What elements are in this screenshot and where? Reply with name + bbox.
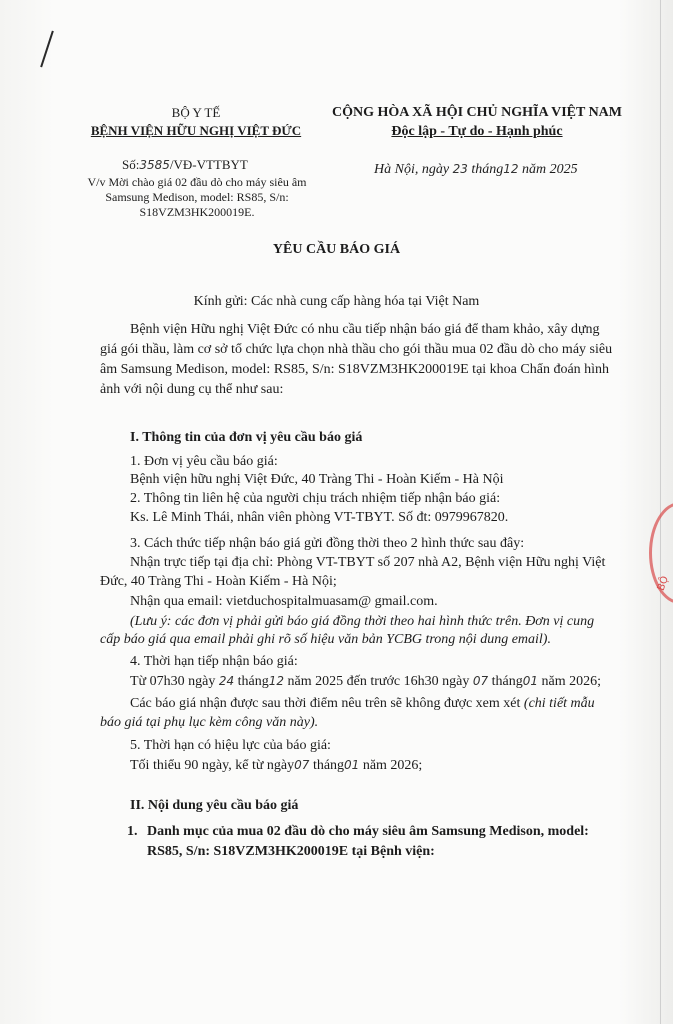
date-prefix: Hà Nội, ngày	[374, 162, 450, 177]
doc-number-suffix: /VĐ-VTTBYT	[169, 157, 248, 172]
section-2-item-1-line-1: Danh mục của mua 02 đầu dò cho máy siêu âm Samsung Medison, model:	[147, 824, 589, 839]
late-quotes-line-2: báo giá tại phụ lục kèm công văn này).	[100, 715, 319, 730]
section-2-heading: II. Nội dung yêu cầu báo giá	[130, 798, 299, 813]
intro-line-1: Bệnh viện Hữu nghị Việt Đức có nhu cầu tiếp nhận báo giá để tham khảo, xây dựng	[130, 322, 600, 337]
period-start-text: Từ 07h30 ngày	[130, 674, 216, 689]
stamp-text: BỘ	[655, 574, 672, 593]
item-3-direct-line-2: Đức, 40 Tràng Thi - Hoàn Kiếm - Hà Nội;	[100, 574, 337, 589]
period-end-year: năm 2026;	[541, 674, 601, 689]
period-end-text: năm 2025 đến trước 16h30 ngày	[287, 674, 470, 689]
date-month-label: tháng	[471, 162, 504, 177]
validity-month-label: tháng	[312, 758, 345, 773]
subject-line-3: S18VZM3HK200019E.	[139, 205, 255, 219]
intro-line-2: giá gói thầu, làm cơ sở tổ chức lựa chọn nhà thầu cho gói thầu mua 02 đầu dò cho máy siêu	[100, 342, 613, 357]
item-1-label: 1. Đơn vị yêu cầu báo giá:	[130, 454, 278, 469]
subject-line-1: V/v Mời chào giá 02 đầu dò cho máy siêu âm	[87, 175, 307, 189]
late-quotes-line-1	[130, 696, 595, 712]
national-motto: Độc lập - Tự do - Hạnh phúc	[391, 124, 563, 139]
item-4-label: 4. Thời hạn tiếp nhận báo giá:	[130, 654, 298, 669]
item-3-note-line-2: cấp báo giá qua email phải ghi rõ số hiệu văn bản YCBG trong nội dung email).	[100, 632, 551, 647]
date-day: 23	[452, 162, 468, 176]
period-start-month: 12	[268, 674, 285, 688]
nation-name: CỘNG HÒA XÃ HỘI CHỦ NGHĨA VIỆT NAM	[331, 105, 622, 120]
validity-text: Tối thiểu 90 ngày, kể từ ngày	[130, 758, 295, 773]
intro-line-4: ảnh với nội dung cụ thể như sau:	[100, 382, 284, 397]
validity-day: 07	[294, 758, 310, 772]
item-5-validity	[130, 758, 422, 774]
item-3-email: Nhận qua email: vietduchospitalmuasam@ gmail.com.	[130, 594, 438, 609]
subject-line-2: Samsung Medison, model: RS85, S/n:	[105, 190, 289, 204]
doc-number-handwritten: 3585	[139, 158, 170, 172]
validity-month: 01	[344, 758, 360, 772]
document-title: YÊU CẦU BÁO GIÁ	[272, 242, 401, 257]
period-start-month-label: tháng	[237, 674, 269, 689]
item-3-label: 3. Cách thức tiếp nhận báo giá gửi đồng thời theo 2 hình thức sau đây:	[130, 536, 525, 551]
section-2-item-1-line-2: RS85, S/n: S18VZM3HK200019E tại Bệnh viện:	[147, 844, 435, 859]
document-number	[122, 157, 248, 173]
hospital-name: BỆNH VIỆN HỮU NGHỊ VIỆT ĐỨC	[90, 123, 302, 138]
section-2-item-1-number: 1.	[127, 824, 138, 839]
section-1-heading: I. Thông tin của đơn vị yêu cầu báo giá	[130, 430, 363, 445]
period-end-month-label: tháng	[491, 674, 523, 689]
period-end-month: 01	[522, 674, 538, 688]
late-quotes-text: Các báo giá nhận được sau thời điểm nêu trên sẽ không được xem xét	[130, 696, 521, 711]
period-end-day: 07	[472, 674, 489, 688]
late-quotes-italic: (chi tiết mẫu	[523, 696, 595, 711]
item-4-period	[130, 674, 601, 690]
intro-line-3: âm Samsung Medison, model: RS85, S/n: S18VZM3HK200019E tại khoa Chẩn đoán hình	[100, 362, 610, 377]
item-2-label: 2. Thông tin liên hệ của người chịu trách nhiệm tiếp nhận báo giá:	[130, 491, 501, 506]
date-month: 12	[503, 162, 519, 176]
item-5-label: 5. Thời hạn có hiệu lực của báo giá:	[130, 738, 331, 753]
item-3-note-line-1: (Lưu ý: các đơn vị phải gửi báo giá đồng thời theo hai hình thức trên. Đơn vị cung	[130, 614, 595, 629]
item-2-value: Ks. Lê Minh Thái, nhân viên phòng VT-TBYT. Số đt: 0979967820.	[130, 510, 509, 525]
validity-year: năm 2026;	[362, 758, 423, 773]
handwritten-slash-mark	[40, 31, 54, 68]
item-3-direct-line-1: Nhận trực tiếp tại địa chỉ: Phòng VT-TBYT số 207 nhà A2, Bệnh viện Hữu nghị Việt	[130, 555, 606, 570]
salutation: Kính gửi: Các nhà cung cấp hàng hóa tại Việt Nam	[193, 294, 480, 309]
period-start-day: 24	[218, 674, 235, 688]
date-year: năm 2025	[522, 162, 578, 177]
doc-number-prefix: Số:	[122, 157, 140, 172]
document-date	[374, 162, 578, 178]
item-1-value: Bệnh viện hữu nghị Việt Đức, 40 Tràng Thi - Hoàn Kiếm - Hà Nội	[130, 472, 504, 487]
ministry-name: BỘ Y TẾ	[171, 105, 221, 120]
